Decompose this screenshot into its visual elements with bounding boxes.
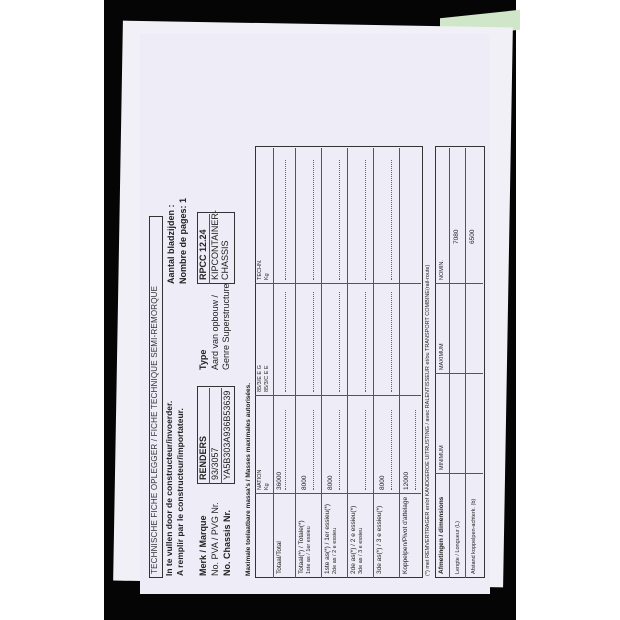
fill-line <box>391 160 392 280</box>
row-divider <box>449 148 450 578</box>
fill-line <box>339 410 340 490</box>
fill-line <box>285 292 286 392</box>
fill-line <box>365 160 366 280</box>
row-divider <box>321 148 322 578</box>
col-divider <box>435 473 483 474</box>
col-divider <box>435 373 483 374</box>
page-count-fr: Nombre de pages: 1 <box>178 197 188 284</box>
fill-line <box>313 292 314 392</box>
mass-row-label: 2de as(*) / 2 e essieu(*) <box>350 505 357 574</box>
aard-label: Aard van opbouw / <box>210 294 220 370</box>
col-techn: TECHN. <box>257 259 263 280</box>
genre-label: Genre Superstructure <box>221 283 231 370</box>
col-nation-kg: Kg <box>264 483 270 490</box>
chassis-value: YA5B303A936B53639 <box>222 390 232 480</box>
mass-row-value: 8000 <box>301 475 308 490</box>
mass-row-value: 8000 <box>327 475 334 490</box>
fill-line <box>365 292 366 392</box>
mass-sub-label: 3de as / 3 e essieu <box>358 527 364 574</box>
technical-sheet <box>140 34 490 594</box>
mass-row-label: 1ste as(*) / 1er essieu(*) <box>324 503 331 574</box>
fill-line <box>339 160 340 280</box>
col-minimum: MINIMUM <box>439 445 445 470</box>
col-nation: NATION <box>257 469 263 490</box>
chassis-label: No. Chassis Nr. <box>222 509 232 576</box>
fill-line <box>313 410 314 490</box>
mass-row-value: 8000 <box>379 475 386 490</box>
fill-line <box>415 410 416 490</box>
col-divider <box>255 493 421 494</box>
fill-line <box>391 292 392 392</box>
merk-label: Merk / Marque <box>198 515 208 576</box>
mass-row-label: 3de as(*) / 3 e essieu(*) <box>376 505 383 574</box>
row-divider <box>373 148 374 578</box>
col-divider <box>255 283 421 284</box>
superstructure-value-1: KIPCONTAINER- <box>210 210 220 280</box>
col-divider <box>435 283 483 284</box>
fill-line <box>391 410 392 490</box>
mass-sub-label: 1ste as / 1er essieu <box>306 526 312 574</box>
fill-line <box>285 160 286 280</box>
fill-line <box>365 410 366 490</box>
page-count-nl: Aantal bladzijden : <box>166 204 176 284</box>
type-value: RPCC 12.24 <box>198 229 208 280</box>
dim-row-nominal: 6500 <box>469 229 476 244</box>
pva-value: 93/3057 <box>210 447 220 480</box>
mass-row-label: Totaal/Total <box>276 541 283 574</box>
dimensions-heading: Afmetingen / dimensions <box>438 496 445 574</box>
document-title: TECHNISCHE FICHE OPLEGGER / FICHE TECHNIQUE SEMI-REMORQUE <box>150 285 159 574</box>
instruction-fr: A remplir par le constructeur/importateur. <box>175 408 185 576</box>
row-divider <box>465 148 466 578</box>
col-maximum: MAXIMUM <box>439 343 445 370</box>
instruction-nl: In te vullen door de constructeur/invoerder. <box>164 400 174 576</box>
merk-value: RENDERS <box>198 435 208 480</box>
col-techn-kg: Kg <box>264 273 270 280</box>
mass-row-value: 12000 <box>403 471 410 490</box>
mass-row-value: 36000 <box>276 471 283 490</box>
row-divider <box>347 148 348 578</box>
masses-footnote: (*) met REMVERTRAGER en/of KANDGEROE UITRUSTING / avec RALENTISSEUR et/ou TRANSPORT COMBINE(rail-route) <box>425 264 431 576</box>
row-divider <box>399 148 400 578</box>
dim-row-label: Afstand koppelpen-achterk. (b) <box>471 498 477 574</box>
mass-sub-label: 2de as / 2 e essieu <box>332 527 338 574</box>
fill-line <box>285 410 286 490</box>
masses-heading: Maximale toelaatbare massa's / Masses maximales autorisées. <box>245 382 252 576</box>
col-eec-1: 85/3/E E G <box>257 365 263 392</box>
col-divider <box>255 395 421 396</box>
mass-row-label: Koppelpen/Pivot d'attelage <box>402 496 409 574</box>
col-eec-2: 85/3/C E E <box>264 365 270 392</box>
mass-row-label: Totaal(*) / Totale(*) <box>298 520 305 574</box>
dim-row-label: Lengte / Longueur (L) <box>455 521 461 574</box>
technical-sheet-content <box>145 44 485 584</box>
fill-line <box>313 160 314 280</box>
pva-label: No. PVA / PVG Nr. <box>210 502 220 576</box>
superstructure-value-2: CHASSIS <box>220 240 230 280</box>
dim-row-nominal: 7080 <box>453 229 460 244</box>
row-divider <box>273 148 274 578</box>
type-label: Type <box>198 349 208 370</box>
fill-line <box>339 292 340 392</box>
col-nominal: NOMIN. <box>439 260 445 280</box>
row-divider <box>295 148 296 578</box>
